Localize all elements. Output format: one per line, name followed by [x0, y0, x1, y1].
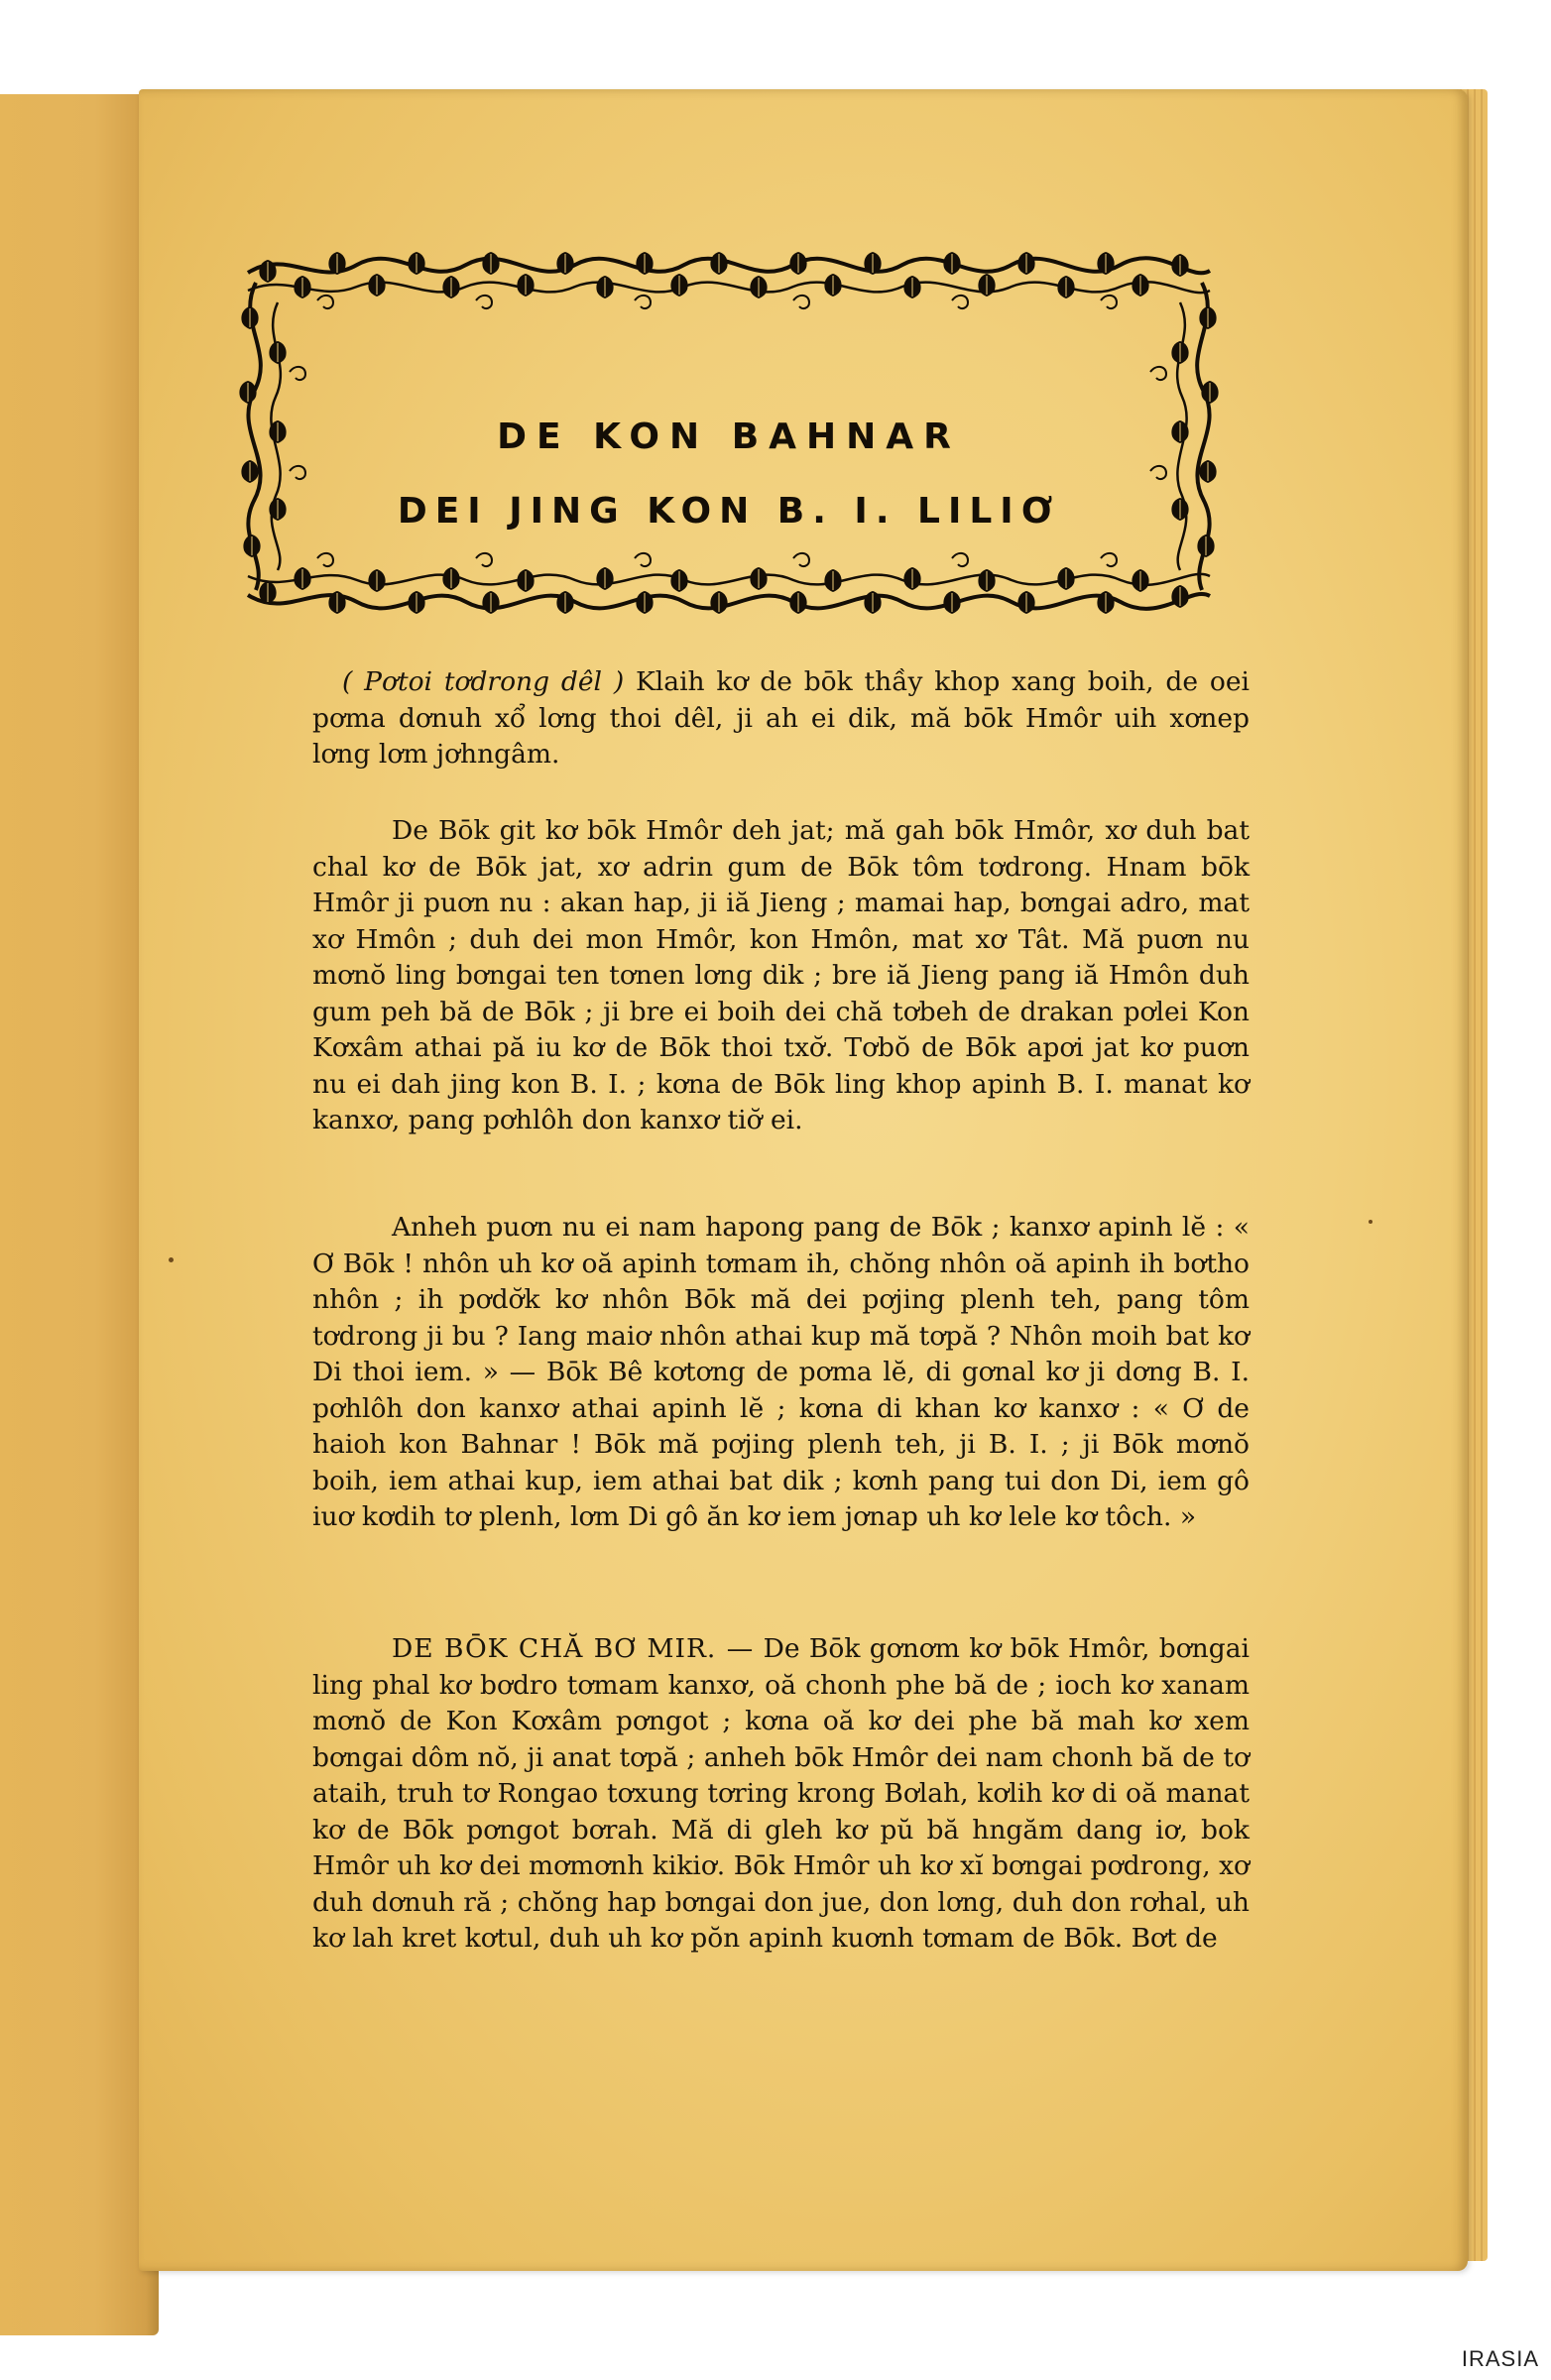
ornamental-title-frame — [228, 243, 1230, 625]
paragraph-1-text: Klaih kơ de bōk thầy khop xang boih, de oei pơma dơnuh xổ lơng thoi dêl, ji ah ei dik, mă bōk Hmôr uih xơnep lơng lơm jơhngâm. — [312, 666, 1251, 770]
paragraph-4-text: De Bōk gơnơm kơ bōk Hmôr, bơngai ling phal kơ bơdro tơmam kanxơ, oă chonh phe bă de ; ioch kơ xanam mơnŏ de Kon Kơxâm pơngot ; kơna oă kơ dei phe bă mah kơ xem bơngai dôm nŏ, ji anat tơpă ; anheh bōk Hmôr dei nam chonh bă de tơ ataih, truh tơ Rongao tơxung tơring krong Bơlah, kơlih kơ di oă manat kơ de Bōk pơngot bơrah. Mă di gleh kơ pŭ bă hngăm dang iơ, bok Hmôr uh kơ dei mơmơnh kikiơ. Bōk Hmôr uh kơ xĭ bơngai pơdrong, xơ duh dơnuh ră ; chŏng hap bơngai don jue, don lơng, duh don rơhal, uh kơ lah kret kơtul, duh uh kơ pŏn apinh kuơnh tơmam de Bōk. Bơt de — [312, 1633, 1250, 1954]
paragraph-4 — [312, 1631, 1250, 1958]
paragraph-1-lead: ( Pơtoi tơdrong dêl ) — [342, 666, 625, 697]
left-page-edge — [0, 94, 159, 2335]
page-speck — [169, 1257, 174, 1262]
paragraph-4-lead: DE BŌK CHĂ BƠ MIR. — — [392, 1633, 755, 1664]
page-speck — [1369, 1220, 1372, 1224]
paragraph-3: Anheh puơn nu ei nam hapong pang de Bōk ; kanxơ apinh lĕ : « Ơ Bōk ! nhôn uh kơ oă apinh tơmam ih, chŏng nhôn oă apinh ih bơtho nhôn ; ih pơdơ̆k kơ nhôn Bōk mă dei pơjing plenh teh, pang tôm tơdrong ji bu ? Iang maiơ nhôn athai kup mă tơpă ? Nhôn moih bat kơ Di thoi iem. » — Bōk Bê kơtơng de pơma lĕ, di gơnal kơ ji dơng B. I. pơhlôh don kanxơ athai apinh lĕ ; kơna di khan kơ kanxơ : « Ơ de haioh kon Bahnar ! Bōk mă pơjing plenh teh, ji B. I. ; ji Bōk mơnŏ boih, iem athai kup, iem athai bat dik ; kơnh pang tui don Di, iem gô iuơ kơdih tơ plenh, lơm Di gô ăn kơ iem jơnap uh kơ lele kơ tôch. » — [312, 1212, 1250, 1532]
watermark: IRASIA — [1461, 2346, 1539, 2371]
paragraph-1 — [312, 664, 1250, 774]
paragraph-2: De Bōk git kơ bōk Hmôr deh jat; mă gah bōk Hmôr, xơ duh bat chal kơ de Bōk jat, xơ adrin gum de Bōk tôm tơdrong. Hnam bōk Hmôr ji puơn nu : akan hap, ji iă Jieng ; mamai hap, bơngai adro, mat xơ Hmôn ; duh dei mon Hmôr, kon Hmôn, mat xơ Tât. Mă puơn nu mơnŏ ling bơngai ten tơnen lơng dik ; bre iă Jieng pang iă Hmôn duh gum peh bă de Bōk ; ji bre ei boih dei chă tơbeh de drakan pơlei Kon Kơxâm athai pă iu kơ de Bōk thoi txơ̆. Tơbŏ de Bōk apơi jat kơ puơn nu ei dah jing kon B. I. ; kơna de Bōk ling khop apinh B. I. manat kơ kanxơ, pang pơhlôh don kanxơ tiơ̆ ei. — [312, 815, 1250, 1135]
title-line-1: DE KON BAHNAR — [497, 416, 961, 457]
title-line-2: DEI JING KON B. I. LILIƠ — [397, 491, 1061, 532]
